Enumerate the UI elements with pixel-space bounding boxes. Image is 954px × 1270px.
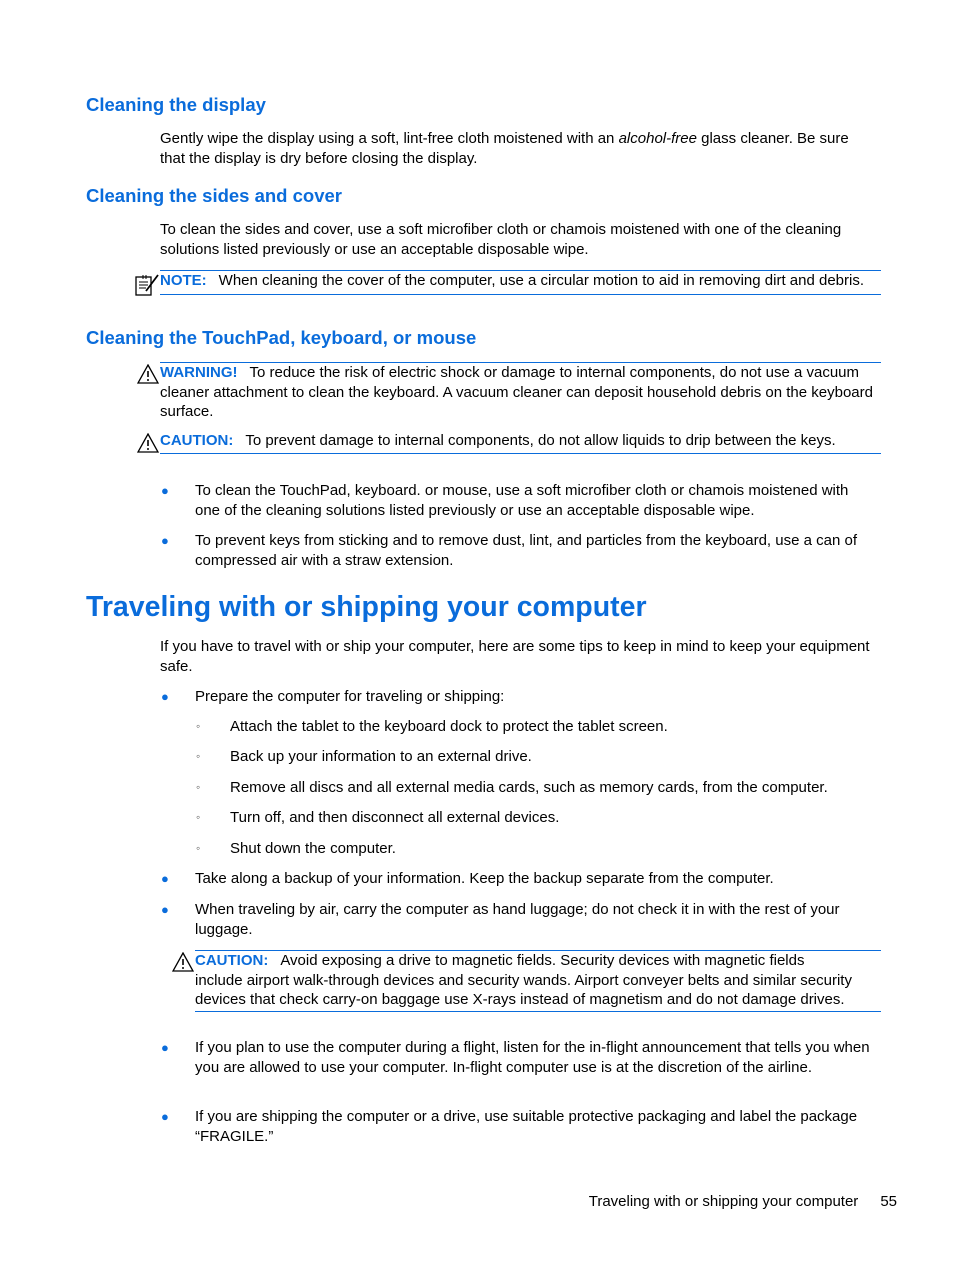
sides-paragraph: To clean the sides and cover, use a soft microfiber cloth or chamois moistened with one of the cleaning solutions listed previously or use an acceptable disposable wipe. — [160, 221, 842, 258]
sub-list-item: Back up your information to an external drive. — [230, 748, 532, 765]
list-item: Take along a backup of your information. Keep the backup separate from the computer. — [195, 870, 774, 887]
sub-bullet-marker: ◦ — [196, 841, 201, 855]
caution-box-travel — [195, 950, 881, 1012]
bullet-marker: ● — [161, 533, 169, 548]
sub-bullet-marker: ◦ — [196, 749, 201, 763]
page-footer — [500, 1192, 897, 1212]
heading-cleaning-sides: Cleaning the sides and cover — [86, 185, 342, 206]
list-item: Prepare the computer for traveling or shipping: — [195, 688, 505, 705]
warning-box — [160, 362, 881, 422]
caution-text-travel: CAUTION: Avoid exposing a drive to magnetic fields. Security devices with magnetic fields include airport walk-through devices and security wands. Airport conveyer belts and similar security devices that check carry-on baggage use X-rays instead of magnetism and do not damage drives. — [195, 952, 852, 1008]
heading-cleaning-display: Cleaning the display — [86, 94, 266, 115]
caution-triangle-icon — [137, 433, 159, 459]
sub-bullet-marker: ◦ — [196, 719, 201, 733]
list-item: To prevent keys from sticking and to remove dust, lint, and particles from the keyboard, use a can of compressed air with a straw extension. — [195, 532, 857, 569]
warning-triangle-icon — [137, 364, 159, 390]
traveling-intro: If you have to travel with or ship your computer, here are some tips to keep in mind to keep your equipment safe. — [160, 638, 870, 675]
caution-triangle-icon — [172, 952, 194, 978]
heading-cleaning-touchpad: Cleaning the TouchPad, keyboard, or mouse — [86, 327, 477, 348]
list-item: If you are shipping the computer or a drive, use suitable protective packaging and label the package “FRAGILE.” — [195, 1108, 858, 1145]
bullet-marker: ● — [161, 483, 169, 498]
caution-text-touchpad: CAUTION: To prevent damage to internal components, do not allow liquids to drip between the keys. — [160, 432, 836, 449]
bullet-marker: ● — [161, 689, 169, 704]
footer-title: Traveling with or shipping your computer — [588, 1193, 859, 1210]
caution-box-touchpad — [160, 431, 881, 454]
list-item: To clean the TouchPad, keyboard. or mouse, use a soft microfiber cloth or chamois moistened with one of the cleaning solutions listed previously or use an acceptable disposable wipe. — [195, 482, 849, 519]
heading-traveling: Traveling with or shipping your computer — [86, 591, 647, 623]
page-number: 55 — [880, 1193, 897, 1210]
note-icon — [134, 272, 160, 304]
bullet-marker: ● — [161, 1040, 169, 1055]
sub-list-item: Turn off, and then disconnect all external devices. — [230, 809, 560, 826]
bullet-marker: ● — [161, 1109, 169, 1124]
sub-list-item: Shut down the computer. — [230, 840, 396, 857]
sub-list-item: Remove all discs and all external media cards, such as memory cards, from the computer. — [230, 779, 828, 796]
sub-list-item: Attach the tablet to the keyboard dock to protect the tablet screen. — [230, 718, 668, 735]
note-box — [160, 270, 881, 295]
sub-bullet-marker: ◦ — [196, 780, 201, 794]
list-item: If you plan to use the computer during a flight, listen for the in-flight announcement that tells you when you are allowed to use your computer. In-flight computer use is at the discretion of the airline. — [195, 1039, 870, 1076]
warning-text: WARNING! To reduce the risk of electric shock or damage to internal components, do not use a vacuum cleaner attachment to clean the keyboard. A vacuum cleaner can deposit household debris on the keyboard surface. — [160, 364, 873, 420]
sub-bullet-marker: ◦ — [196, 810, 201, 824]
bullet-marker: ● — [161, 871, 169, 886]
note-text: NOTE: When cleaning the cover of the computer, use a circular motion to aid in removing dirt and debris. — [160, 272, 865, 289]
bullet-marker: ● — [161, 902, 169, 917]
list-item: When traveling by air, carry the computer as hand luggage; do not check it in with the rest of your luggage. — [195, 901, 840, 938]
display-paragraph: Gently wipe the display using a soft, lint-free cloth moistened with an alcohol-free glass cleaner. Be sure that the display is dry before closing the display. — [160, 130, 849, 167]
